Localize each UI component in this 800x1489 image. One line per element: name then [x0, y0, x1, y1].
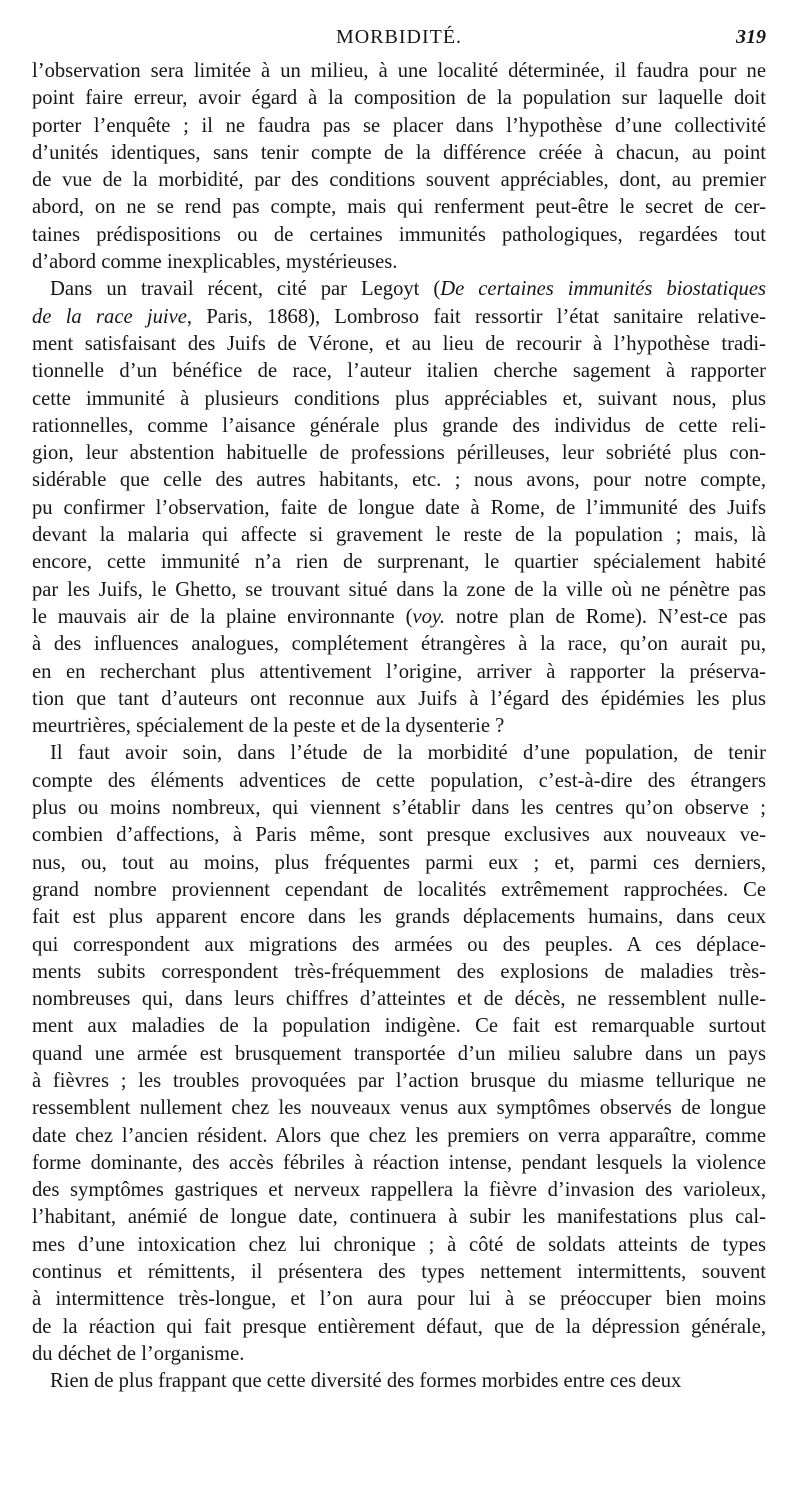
text-line: nombreuses qui, dans leurs chiffres d’atteintes et de décès, ne ressemblent nulle- [32, 988, 766, 1011]
text-line: du déchet de l’organisme. [32, 1342, 245, 1365]
text-line: en en recherchant plus attentivement l’origine, arriver à rapporter la préserva- [32, 660, 766, 683]
text-line: continus et rémittents, il présentera des types nettement intermittents, souvent [32, 1261, 766, 1284]
text-line [32, 276, 766, 303]
page-number: 319 [736, 26, 766, 48]
text-line: encore, cette immunité n’a rien de surprenant, le quartier spécialement habité [32, 551, 766, 574]
text-line: pu confirmer l’observation, faite de longue date à Rome, de l’immunité des Juifs [32, 496, 766, 519]
text-line: fait est plus apparent encore dans les grands déplacements humains, dans ceux [32, 906, 766, 929]
text-line: porter l’enquête ; il ne faudra pas se placer dans l’hypothèse d’une collectivité [32, 114, 766, 137]
italic-abbreviation: voy. [412, 605, 446, 628]
text-line: à des influences analogues, complétement étrangères à la race, qu’on aurait pu, [32, 633, 766, 656]
text-line: taines prédispositions ou de certaines immunités pathologiques, regardées tout [32, 223, 766, 246]
text-line: date chez l’ancien résident. Alors que chez les premiers on verra apparaître, comme [32, 1124, 766, 1147]
text-line: d’abord comme inexplicables, mystérieuses. [32, 251, 398, 274]
text-line: à fièvres ; les troubles provoquées par l’action brusque du miasme tellurique ne [32, 1069, 766, 1092]
running-title: MORBIDITÉ. [335, 26, 463, 48]
text-line: forme dominante, des accès fébriles à réaction intense, pendant lesquels la violence [32, 1151, 766, 1174]
text-line: l’observation sera limitée à un milieu, à une localité déterminée, il faudra pour ne [32, 60, 766, 82]
text-line: Il faut avoir soin, dans l’étude de la morbidité d’une population, de tenir [50, 742, 766, 765]
text-line: tion que tant d’auteurs ont reconnue aux Juifs à l’égard des épidémies les plus [32, 687, 766, 710]
text-line: gion, leur abstention habituelle de professions périlleuses, leur sobriété plus con- [32, 442, 766, 465]
text-line: devant la malaria qui affecte si gravement le reste de la population ; mais, là [32, 524, 766, 547]
text-line: ments subits correspondent très-fréquemment des explosions de maladies très- [32, 960, 766, 983]
text-line: ressemblent nullement chez les nouveaux venus aux symptômes observés de longue [32, 1097, 766, 1120]
text-line: de la réaction qui fait presque entièrement défaut, que de la dépression générale, [32, 1315, 766, 1338]
text-line: tionnelle d’un bénéfice de race, l’auteur italien cherche sagement à rapporter [32, 360, 766, 383]
text-line: l’habitant, anémié de longue date, continuera à subir les manifestations plus cal- [32, 1206, 766, 1229]
text-line: nus, ou, tout au moins, plus fréquentes parmi eux ; et, parmi ces derniers, [32, 851, 766, 874]
text-line: point faire erreur, avoir égard à la composition de la population sur laquelle doit [32, 87, 766, 110]
text-line [32, 604, 766, 631]
text-line: à intermittence très-longue, et l’on aura pour lui à se préoccuper bien moins [32, 1288, 766, 1311]
text-line: des symptômes gastriques et nerveux rappellera la fièvre d’invasion des varioleux, [32, 1179, 766, 1202]
text-line: mes d’une intoxication chez lui chronique ; à côté de soldats atteints de types [32, 1233, 766, 1256]
text-line: grand nombre proviennent cependant de localités extrêmement rapprochées. Ce [32, 878, 766, 901]
running-head [32, 26, 766, 58]
text-line: meurtrières, spécialement de la peste et de la dysenterie ? [32, 715, 505, 738]
text-line: par les Juifs, le Ghetto, se trouvant situé dans la zone de la ville où ne pénètre pas [32, 578, 766, 601]
italic-title: De certaines immunités biostatiques [440, 278, 766, 301]
text-line: sidérable que celle des autres habitants, etc. ; nous avons, pour notre compte, [32, 469, 766, 492]
text-line: quand une armée est brusquement transportée d’un milieu salubre dans un pays [32, 1042, 766, 1065]
text-line: qui correspondent aux migrations des armées ou des peuples. A ces déplace- [32, 933, 766, 956]
text-line: Rien de plus frappant que cette diversité des formes morbides entre ces deux [50, 1370, 682, 1393]
body-text [32, 58, 766, 1396]
text-line: de vue de la morbidité, par des conditions souvent appréciables, dont, au premier [32, 169, 766, 192]
text-line: d’unités identiques, sans tenir compte de la différence créée à chacun, au point [32, 141, 766, 164]
text-line: ment aux maladies de la population indigène. Ce fait est remarquable surtout [32, 1015, 766, 1038]
book-page [32, 26, 766, 1396]
text-line [32, 304, 766, 331]
text-line: ment satisfaisant des Juifs de Vérone, et au lieu de recourir à l’hypothèse tradi- [32, 332, 766, 355]
text-line: abord, on ne se rend pas compte, mais qui renferment peut-être le secret de cer- [32, 196, 766, 219]
text-line: rationnelles, comme l’aisance générale plus grande des individus de cette reli- [32, 414, 766, 437]
italic-title: de la race juive [32, 305, 187, 328]
text-line: combien d’affections, à Paris même, sont presque exclusives aux nouveaux ve- [32, 824, 766, 847]
text-line: compte des éléments adventices de cette population, c’est-à-dire des étrangers [32, 769, 766, 792]
text-segment: , Paris, 1868), Lombroso fait ressortir l’état sanitaire relative- [186, 305, 766, 328]
text-segment: le mauvais air de la plaine environnante ( [32, 605, 413, 628]
text-line: plus ou moins nombreux, qui viennent s’établir dans les centres qu’on observe ; [32, 797, 766, 820]
text-segment: notre plan de Rome). N’est-ce pas [445, 605, 766, 628]
text-segment: Dans un travail récent, cité par Legoyt ( [50, 278, 441, 301]
text-line: cette immunité à plusieurs conditions plus appréciables et, suivant nous, plus [32, 387, 766, 410]
